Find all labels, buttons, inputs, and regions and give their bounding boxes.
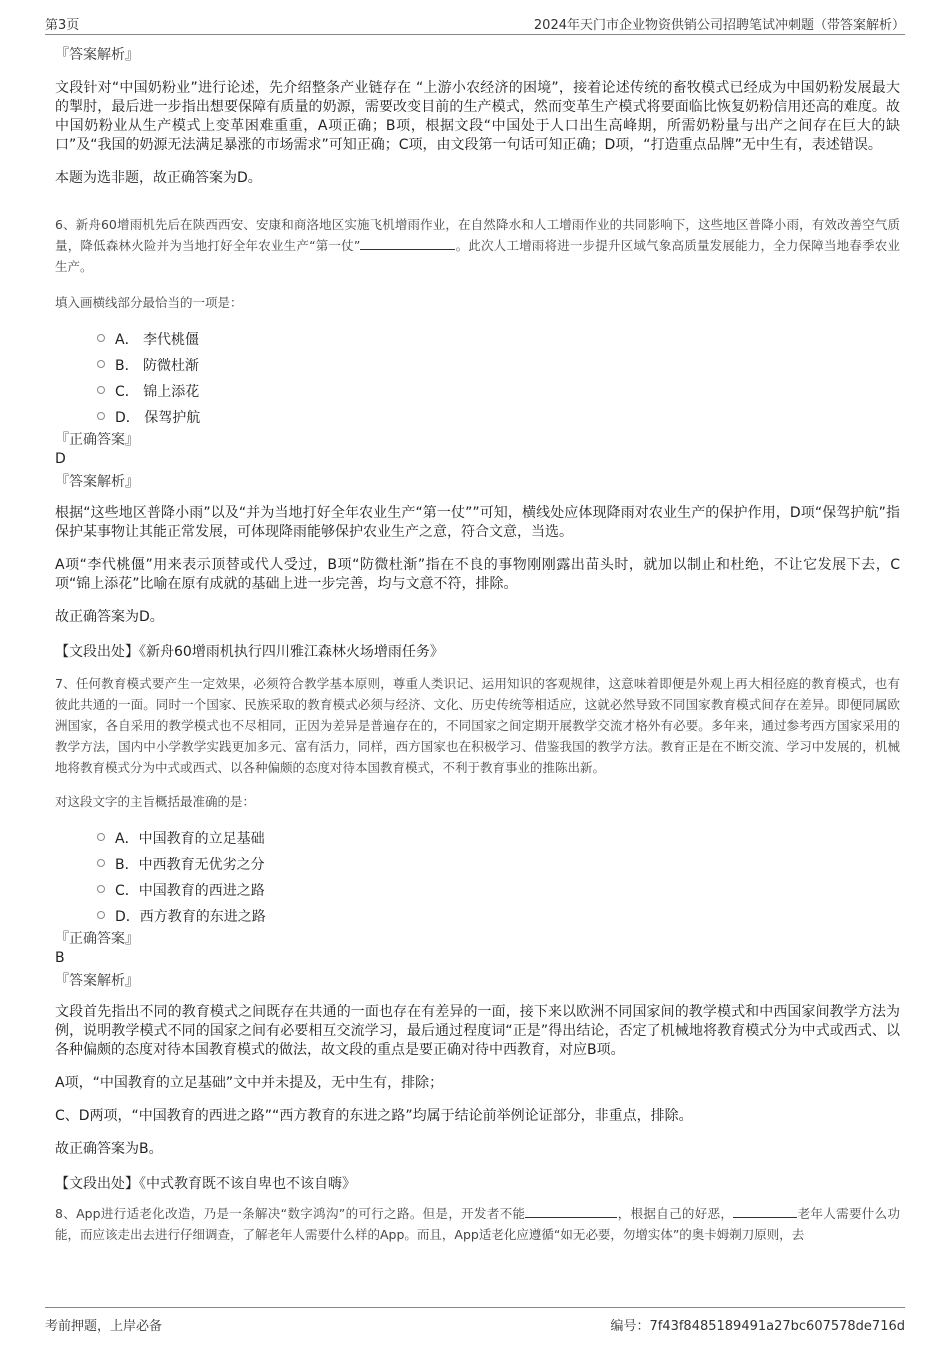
q7-analysis-1: 文段首先指出不同的教育模式之间既存在共通的一面也存在有差异的一面，接下来以欧洲不同国家间的教学模式和中西国家间教学方法为例，说明教学模式不同的国家之间有必要相互交流学习，最后通过程度词“正是”得出结论，否定了机械地将教育模式分为中式或西式、以各种偏颇的态度对待本国教育模式的做法，故文段的重点是要正确对待中西教育，对应B项。 [55, 1004, 900, 1058]
option-d[interactable]: D．西方教育的东进之路 [55, 904, 900, 930]
q7-prompt: 对这段文字的主旨概括最准确的是： [55, 794, 256, 809]
q6-source: 【文段出处】《新舟60增雨机执行四川雅江森林火场增雨任务》 [55, 644, 444, 660]
q6-analysis-1: 根据“这些地区普降小雨”以及“并为当地打好全年农业生产“第一仗””可知，横线处应体现降雨对农业生产的保护作用，D项“保驾护航”指保护某事物让其能正常发展，可体现降雨能够保护农业生产之意，符合文意，当选。 [55, 505, 900, 540]
analysis-label: 『答案解析』 [55, 973, 139, 989]
radio-icon[interactable] [97, 859, 105, 867]
q7-question: 7、任何教育模式要产生一定效果，必须符合教学基本原则，尊重人类识记、运用知识的客观规律，这意味着即便是外观上再大相径庭的教育模式，也有彼此共通的一面。同时一个国家、民族采取的教育模式必须与经济、文化、历史传统等相适应，这就必然导致不同国家教育模式间存在差异。即便同属欧洲国家，各自采用的教学模式也不尽相同，正因为差异是普遍存在的，不同国家之间定期开展教学交流才格外有必要。多年来，通过参考西方国家采用的教学方法，国内中小学教学实践更加多元、富有活力，同样，西方国家也在积极学习、借鉴我国的教学方法。教育正是在不断交流、学习中发展的，机械地将教育模式分为中式或西式、以各种偏颇的态度对待本国教育模式，不利于教育事业的推陈出新。 [55, 676, 900, 775]
footer-slogan: 考前押题，上岸必备 [45, 1319, 163, 1334]
q6-conclusion: 故正确答案为D。 [55, 609, 164, 625]
q8-question: 8、App进行适老化改造，乃是一条解决“数字鸿沟”的可行之路。但是，开发者不能 ，根据自己的好恶， 老年人需要什么功能，而应该走出去进行仔细调查，了解老年人需要什么样的App。而且，App适老化应遵循“如无必要，勿增实体”的奥卡姆剃刀原则，去 [55, 1206, 900, 1242]
document-serial: 编号：7f43f8485189491a27bc607578de716d [610, 1319, 905, 1334]
page-footer [45, 1307, 905, 1334]
option-c[interactable]: C．中国教育的西进之路 [55, 878, 900, 904]
q7-options [55, 826, 900, 930]
radio-icon[interactable] [97, 412, 105, 420]
q6-options [55, 327, 900, 431]
radio-icon[interactable] [97, 833, 105, 841]
option-b[interactable]: B．中西教育无优劣之分 [55, 852, 900, 878]
answer-blank [525, 1205, 617, 1218]
answer-blank [360, 237, 455, 250]
answer-blank [733, 1205, 797, 1218]
option-c[interactable]: C． 锦上添花 [55, 379, 900, 405]
q5-conclusion: 本题为选非题，故正确答案为D。 [55, 170, 262, 186]
q6-analysis-2: A项“李代桃僵”用来表示顶替或代人受过，B项“防微杜渐”指在不良的事物刚刚露出苗头时，就加以制止和杜绝，不让它发展下去，C项“锦上添花”比喻在原有成就的基础上进一步完善，均与文意不符，排除。 [55, 557, 900, 592]
radio-icon[interactable] [97, 334, 105, 342]
option-b[interactable]: B． 防微杜渐 [55, 353, 900, 379]
radio-icon[interactable] [97, 885, 105, 893]
q7-analysis-3: C、D两项，“中国教育的西进之路”“西方教育的东进之路”均属于结论前举例论证部分，非重点，排除。 [55, 1108, 693, 1124]
analysis-label: 『答案解析』 [55, 47, 139, 63]
page-number: 第3页 [45, 18, 80, 33]
radio-icon[interactable] [97, 360, 105, 368]
analysis-label: 『答案解析』 [55, 474, 139, 490]
document-title: 2024年天门市企业物资供销公司招聘笔试冲刺题（带答案解析） [533, 18, 905, 33]
page-content [55, 46, 900, 1245]
q7-conclusion: 故正确答案为B。 [55, 1141, 163, 1157]
q5-analysis: 文段针对“中国奶粉业”进行论述，先介绍整条产业链存在 “上游小农经济的困境”，接着论述传统的畜牧模式已经成为中国奶粉发展最大的掣肘，最后进一步指出想要保障有质量的奶源，需要改变目前的生产模式，然而变革生产模式将要面临比恢复奶粉信用还高的难度。故中国奶粉业从生产模式上变革困难重重，A项正确；B项，根据文段“中国处于人口出生高峰期，所需奶粉量与出产之间存在巨大的缺口”及“我国的奶源无法满足暴涨的市场需求”可知正确；C项，由文段第一句话可知正确；D项，“打造重点品牌”无中生有，表述错误。 [55, 80, 900, 153]
page-header [45, 12, 905, 35]
option-a[interactable]: A． 李代桃僵 [55, 327, 900, 353]
q7-analysis-2: A项，“中国教育的立足基础”文中并未提及，无中生有，排除； [55, 1075, 444, 1091]
q6-answer: D [55, 451, 66, 467]
correct-answer-label: 『正确答案』 [55, 432, 139, 448]
q7-source: 【文段出处】《中式教育既不该自卑也不该自嗨》 [55, 1176, 356, 1192]
radio-icon[interactable] [97, 386, 105, 394]
option-d[interactable]: D． 保驾护航 [55, 405, 900, 431]
q7-answer: B [55, 950, 65, 966]
radio-icon[interactable] [97, 911, 105, 919]
correct-answer-label: 『正确答案』 [55, 931, 139, 947]
q6-question: 6、新舟60增雨机先后在陕西西安、安康和商洛地区实施飞机增雨作业，在自然降水和人工增雨作业的共同影响下，这些地区普降小雨，有效改善空气质量，降低森林火险并为当地打好全年农业生产“第一仗” 。此次人工增雨将进一步提升区域气象高质量发展能力，全力保障当地春季农业生产。 [55, 217, 900, 274]
q6-prompt: 填入画横线部分最恰当的一项是： [55, 295, 243, 310]
option-a[interactable]: A．中国教育的立足基础 [55, 826, 900, 852]
